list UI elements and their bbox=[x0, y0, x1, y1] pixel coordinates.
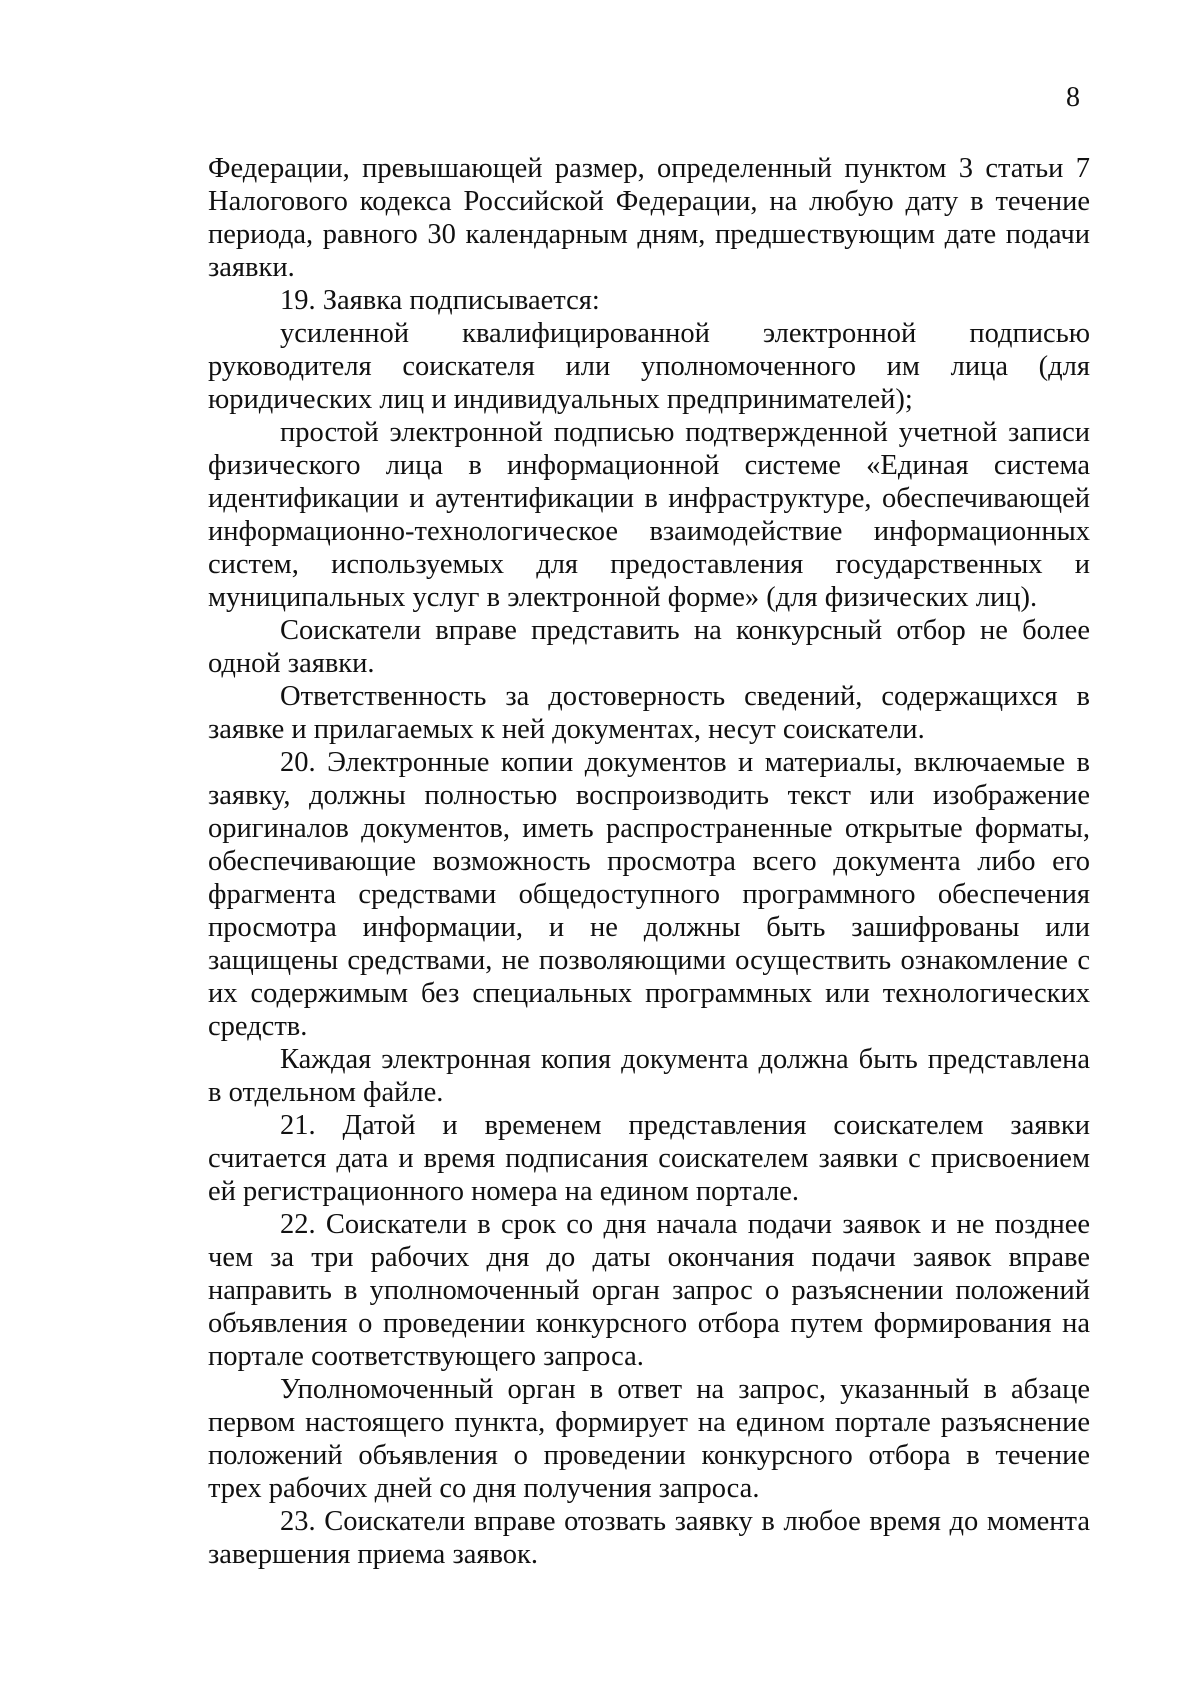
paragraph: Уполномоченный орган в ответ на запрос, указанный в абзаце первом настоящего пункта, формирует на едином портале разъяснение положений объявления о проведении конкурсного отбора в течение трех рабочих дней со дня получения запроса. bbox=[208, 1374, 1090, 1504]
paragraph: Каждая электронная копия документа должна быть представлена в отдельном файле. bbox=[208, 1044, 1090, 1108]
paragraph: усиленной квалифицированной электронной подписью руководителя соискателя или уполномоченного им лица (для юридических лиц и индивидуальных предпринимателей); bbox=[208, 318, 1090, 415]
paragraph: простой электронной подписью подтвержденной учетной записи физического лица в информационной системе «Единая система идентификации и аутентификации в инфраструктуре, обеспечивающей информационно-технологическое взаимодействие информационных систем, используемых для предоставления государственных и муниципальных услуг в электронной форме» (для физических лиц). bbox=[208, 417, 1090, 613]
page-number: 8 bbox=[1066, 82, 1080, 113]
paragraph: 19. Заявка подписывается: bbox=[280, 285, 600, 316]
paragraph: 22. Соискатели в срок со дня начала подачи заявок и не позднее чем за три рабочих дня до даты окончания подачи заявок вправе направить в уполномоченный орган запрос о разъяснении положений объявления о проведении конкурсного отбора путем формирования на портале соответствующего запроса. bbox=[208, 1209, 1090, 1372]
paragraph: Ответственность за достоверность сведений, содержащихся в заявке и прилагаемых к ней документах, несут соискатели. bbox=[208, 681, 1090, 745]
paragraph: Федерации, превышающей размер, определенный пунктом 3 статьи 7 Налогового кодекса Российской Федерации, на любую дату в течение периода, равного 30 календарным дням, предшествующим дате подачи заявки. bbox=[208, 153, 1090, 283]
document-body bbox=[208, 152, 1090, 1571]
paragraph: 23. Соискатели вправе отозвать заявку в любое время до момента завершения приема заявок. bbox=[208, 1506, 1090, 1570]
paragraph: Соискатели вправе представить на конкурсный отбор не более одной заявки. bbox=[208, 615, 1090, 679]
paragraph: 21. Датой и временем представления соискателем заявки считается дата и время подписания соискателем заявки с присвоением ей регистрационного номера на едином портале. bbox=[208, 1110, 1090, 1207]
paragraph: 20. Электронные копии документов и материалы, включаемые в заявку, должны полностью воспроизводить текст или изображение оригиналов документов, иметь распространенные открытые форматы, обеспечивающие возможность просмотра всего документа либо его фрагмента средствами общедоступного программного обеспечения просмотра информации, и не должны быть зашифрованы или защищены средствами, не позволяющими осуществить ознакомление с их содержимым без специальных программных или технологических средств. bbox=[208, 747, 1090, 1042]
